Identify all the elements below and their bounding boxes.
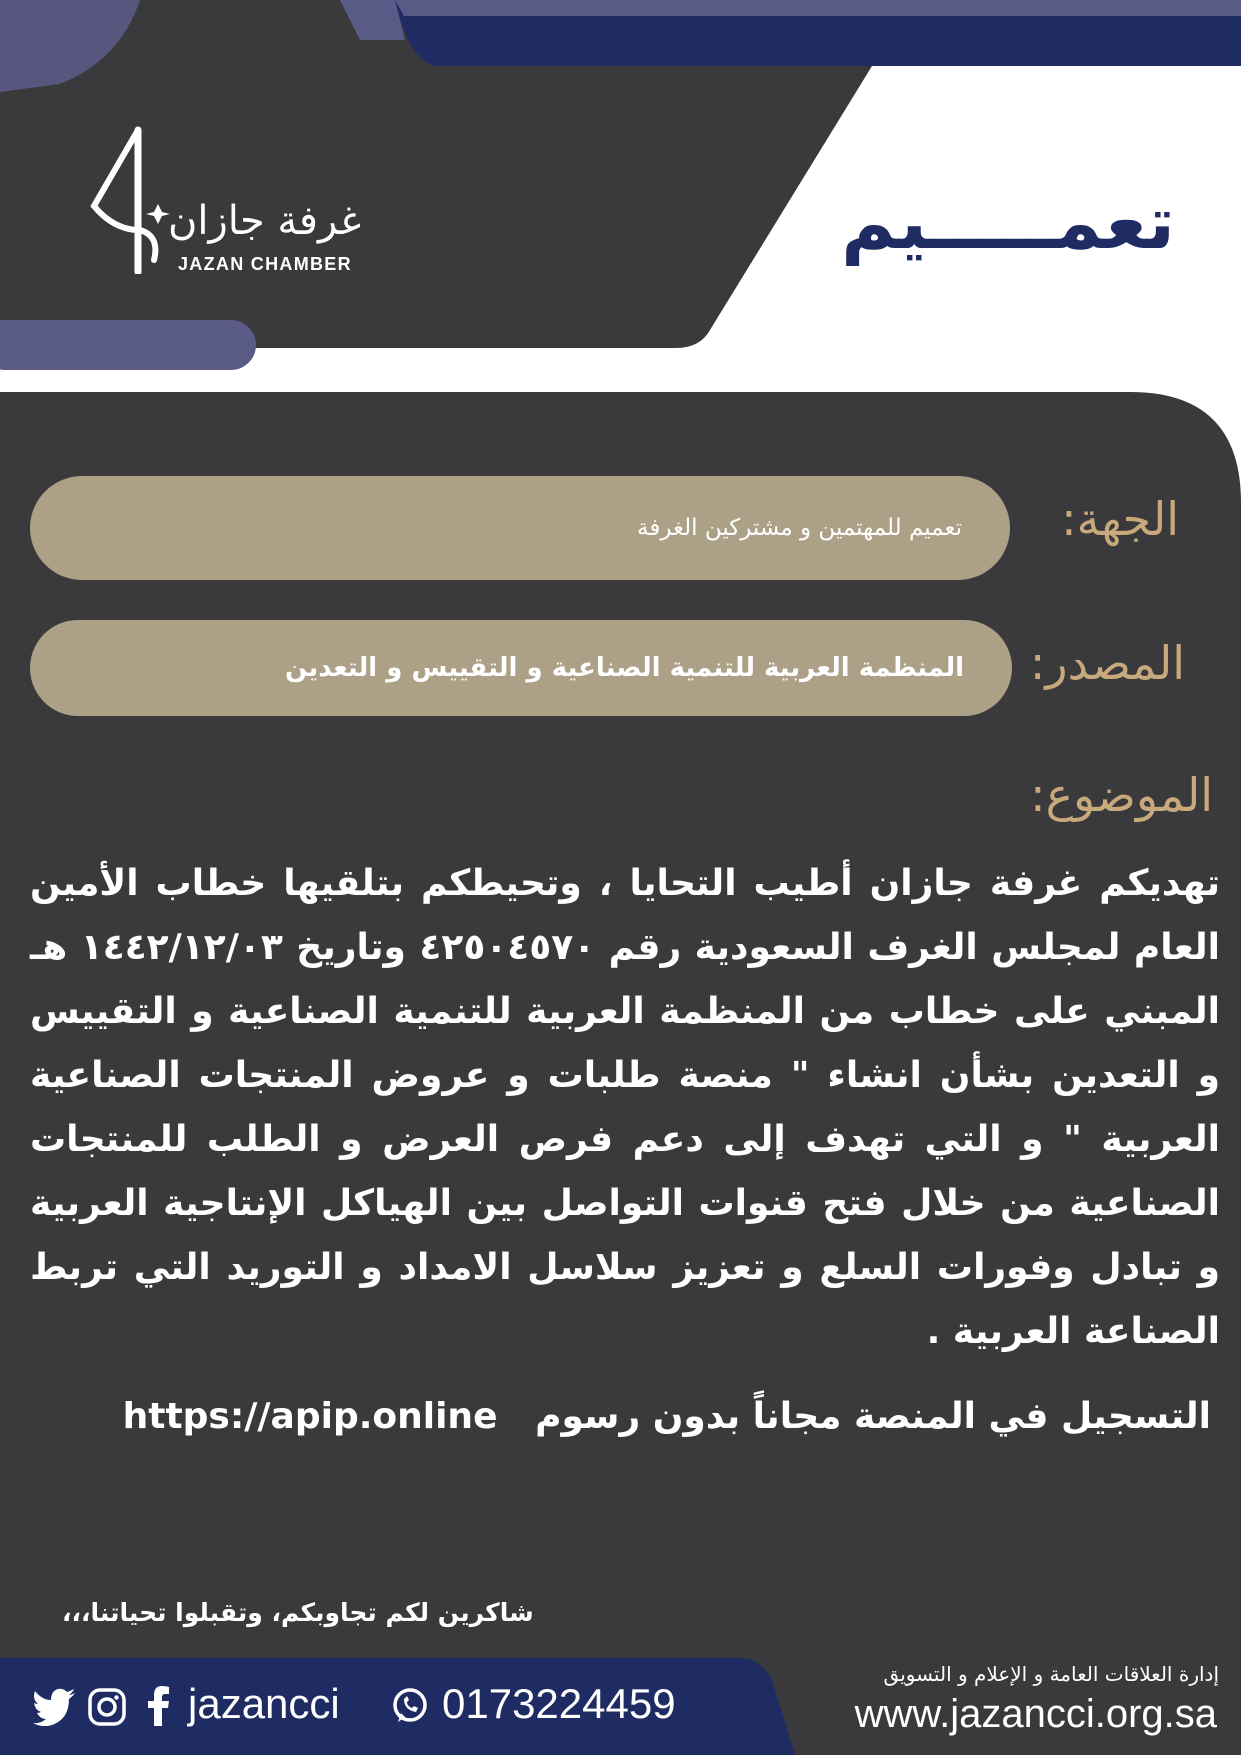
registration-line bbox=[123, 1396, 1211, 1437]
page-title: تعمـــــيم bbox=[841, 180, 1175, 266]
jazan-chamber-emblem-icon bbox=[88, 126, 172, 274]
website-link[interactable]: www.jazancci.org.sa bbox=[854, 1692, 1217, 1736]
department-name: إدارة العلاقات العامة و الإعلام و التسويق bbox=[883, 1662, 1219, 1686]
logo-arabic-text: غرفة جازان bbox=[168, 198, 361, 244]
whatsapp-icon[interactable] bbox=[390, 1686, 430, 1726]
audience-label: الجهة: bbox=[1061, 492, 1179, 546]
announcement-body bbox=[30, 852, 1220, 1364]
source-label: المصدر: bbox=[1029, 636, 1185, 690]
audience-pill bbox=[30, 476, 1010, 580]
subject-label: الموضوع: bbox=[1030, 768, 1213, 822]
source-value: المنظمة العربية للتنمية الصناعية و التقييس و التعدين bbox=[285, 653, 964, 683]
logo-english-text: JAZAN CHAMBER bbox=[178, 254, 352, 274]
twitter-icon[interactable] bbox=[32, 1688, 76, 1726]
facebook-icon[interactable] bbox=[146, 1686, 172, 1726]
announcement-paragraph: تهديكم غرفة جازان أطيب التحايا ، وتحيطكم بتلقيها خطاب الأمين العام لمجلس الغرف السعودية رقم ٤٢٥٠٤٥٧٠ وتاريخ ١٤٤٢/١٢/٠٣ هـ المبني على خطاب من المنظمة العربية للتنمية الصناعية و التقييس و التعدين بشأن انشاء " منصة طلبات و عروض المنتجات الصناعية العربية " و التي تهدف إلى دعم فرص العرض و الطلب للمنتجات الصناعية من خلال فتح قنوات التواصل بين الهياكل الإنتاجية العربية و تبادل وفورات السلع و تعزيز سلاسل الامداد و التوريد التي تربط الصناعة العربية . bbox=[30, 863, 1220, 1352]
instagram-icon[interactable] bbox=[88, 1688, 126, 1726]
closing-thanks: شاكرين لكم تجاوبكم، وتقبلوا تحياتنا،،، bbox=[62, 1598, 534, 1627]
social-handle[interactable]: jazancci bbox=[188, 1680, 340, 1727]
source-pill bbox=[30, 620, 1012, 716]
audience-value: تعميم للمهتمين و مشتركين الغرفة bbox=[637, 515, 962, 541]
registration-text: التسجيل في المنصة مجاناً بدون رسوم bbox=[535, 1396, 1211, 1437]
phone-number[interactable]: 0173224459 bbox=[442, 1680, 676, 1727]
registration-url-link[interactable]: https://apip.online bbox=[122, 1396, 498, 1437]
